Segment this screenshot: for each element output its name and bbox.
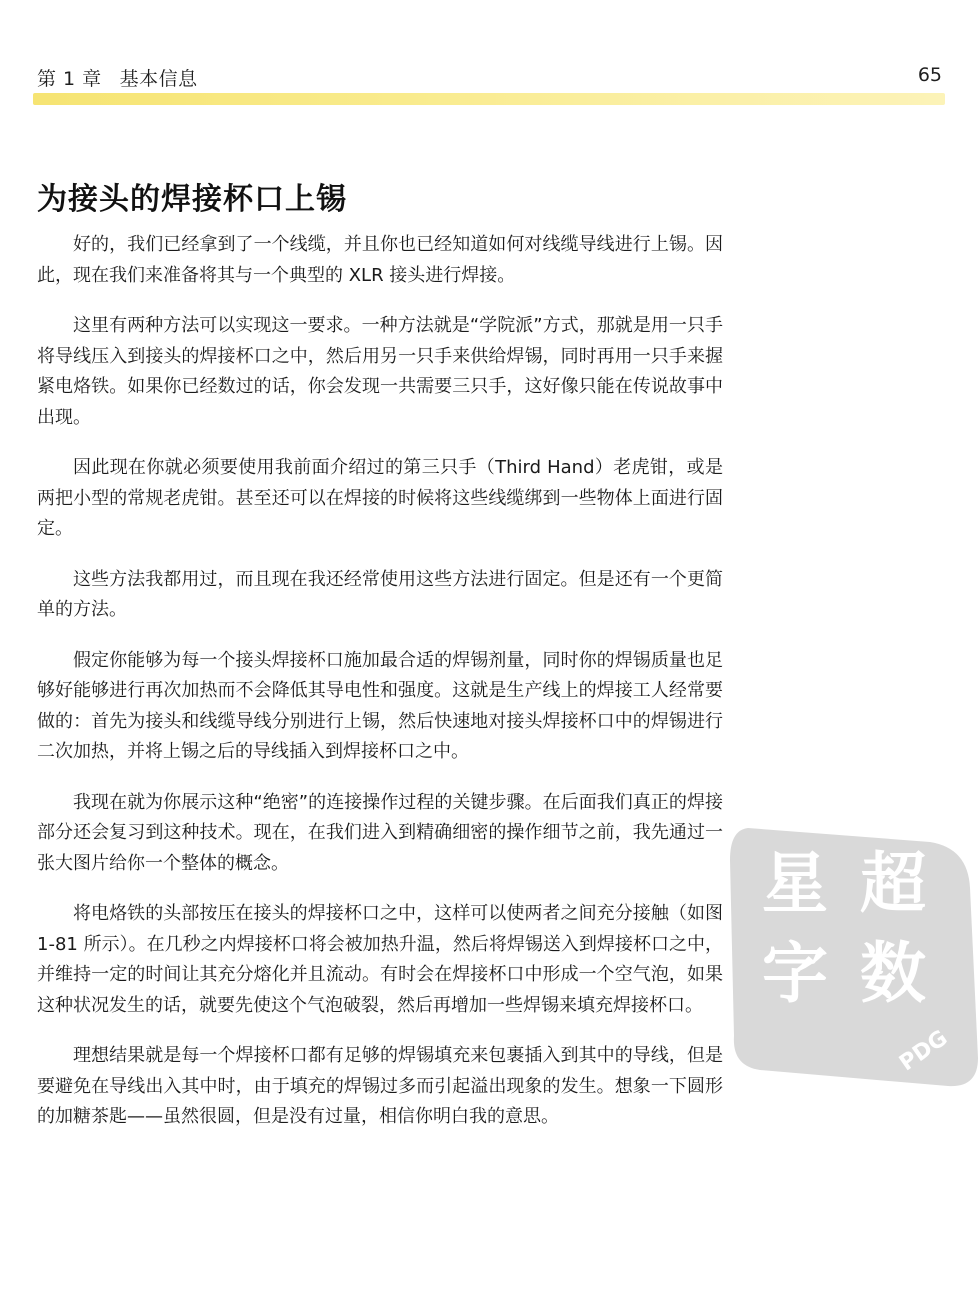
page-number: 65 [917, 64, 942, 86]
chapter-title: 基本信息 [119, 68, 198, 90]
page-header [37, 62, 942, 92]
paragraph: 假定你能够为每一个接头焊接杯口施加最合适的焊锡剂量，同时你的焊锡质量也足够好能够进行再次加热而不会降低其导电性和强度。这就是生产线上的焊接工人经常要做的：首先为接头和线缆导线分别进行上锡，然后快速地对接头焊接杯口中的焊锡进行二次加热，并将上锡之后的导线插入到焊接杯口之中。 [37, 649, 723, 762]
seal-char: 数 [860, 934, 926, 1012]
paragraph: 将电烙铁的头部按压在接头的焊接杯口之中，这样可以使两者之间充分接触（如图 1-81 所示）。在几秒之内焊接杯口将会被加热升温，然后将焊锡送入到焊接杯口之中，并维持一定的时间让其充分熔化并且流动。有时会在焊接杯口中形成一个空气泡，如果这种状况发生的话，就要先使这个气泡破裂，然后再增加一些焊锡来填充焊接杯口。 [37, 903, 723, 1016]
seal-char: 字 [762, 934, 828, 1012]
paragraph: 好的，我们已经拿到了一个线缆，并且你也已经知道如何对线缆导线进行上锡。因此，现在我们来准备将其与一个典型的 XLR 接头进行焊接。 [37, 234, 723, 286]
body-text [37, 230, 723, 1153]
paragraph: 我现在就为你展示这种“绝密”的连接操作过程的关键步骤。在后面我们真正的焊接部分还会复习到这种技术。现在，在我们进入到精确细密的操作细节之前，我先通过一张大图片给你一个整体的概念。 [37, 791, 723, 874]
section-title: 为接头的焊接杯口上锡 [37, 182, 347, 217]
pdg-watermark-seal [720, 808, 979, 1108]
chapter-number: 第 1 章 [37, 68, 102, 90]
pdg-label: PDG [895, 1025, 953, 1077]
header-rule [33, 93, 945, 105]
seal-char: 超 [860, 844, 926, 922]
paragraph: 理想结果就是每一个焊接杯口都有足够的焊锡填充来包裹插入到其中的导线，但是要避免在导线出入其中时，由于填充的焊锡过多而引起溢出现象的发生。想象一下圆形的加糖茶匙——虽然很圆，但是没有过量，相信你明白我的意思。 [37, 1045, 723, 1127]
paragraph: 这些方法我都用过，而且现在我还经常使用这些方法进行固定。但是还有一个更简单的方法。 [37, 568, 723, 620]
paragraph: 因此现在你就必须要使用我前面介绍过的第三只手（Third Hand）老虎钳，或是两把小型的常规老虎钳。甚至还可以在焊接的时候将这些线缆绑到一些物体上面进行固定。 [37, 457, 723, 539]
seal-char: 星 [762, 844, 828, 922]
paragraph: 这里有两种方法可以实现这一要求。一种方法就是“学院派”方式，那就是用一只手将导线压入到接头的焊接杯口之中，然后用另一只手来供给焊锡，同时再用一只手来握紧电烙铁。如果你已经数过的话，你会发现一共需要三只手，这好像只能在传说故事中出现。 [37, 315, 723, 428]
seal-graphic [720, 808, 979, 1108]
chapter-label [37, 64, 198, 91]
